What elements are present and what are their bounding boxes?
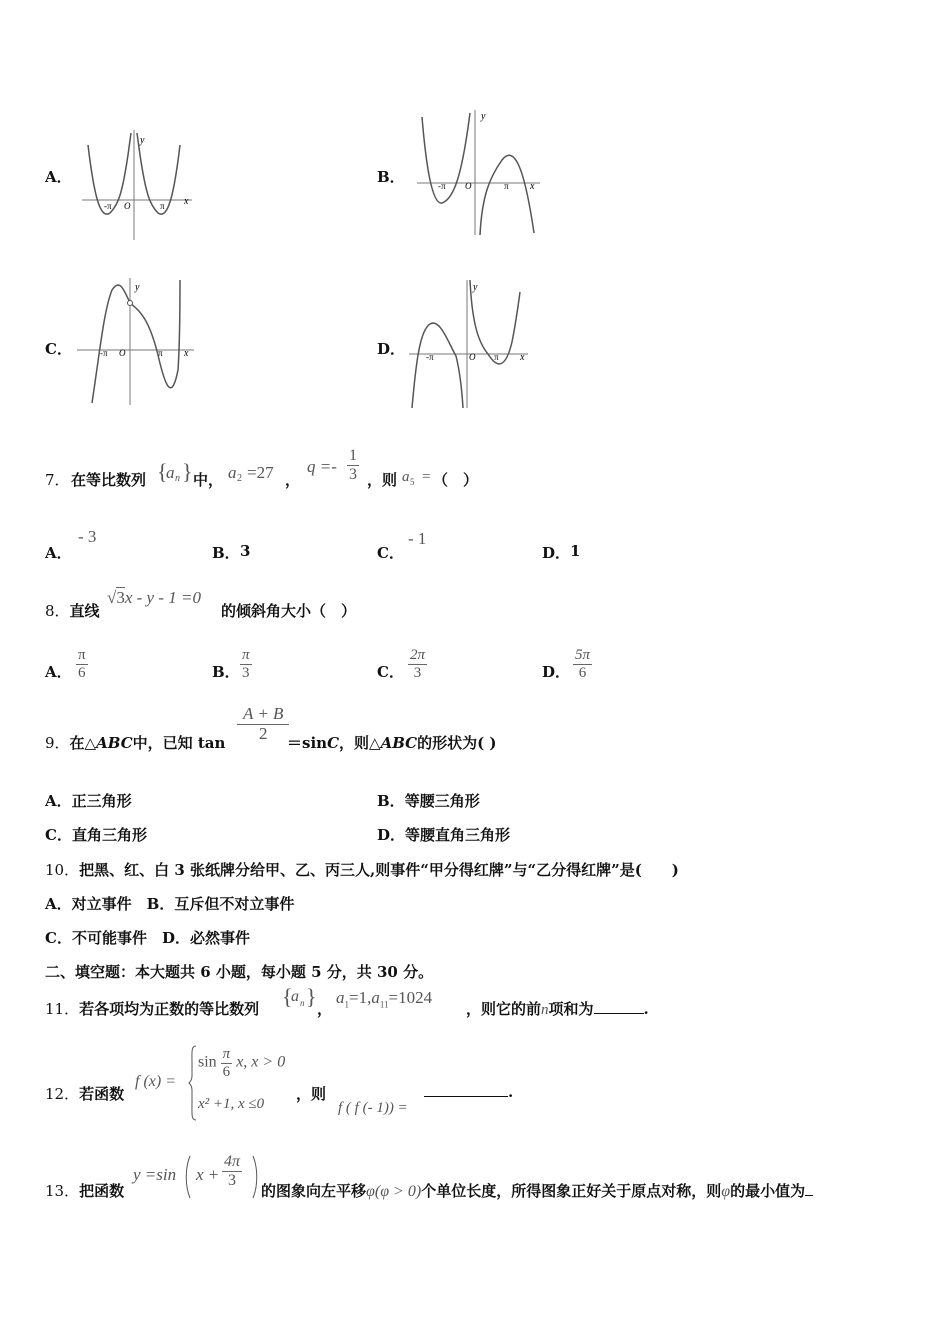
- q8-line-equation: √3x - y - 1 =0: [107, 588, 201, 607]
- y-label: y: [135, 282, 140, 293]
- question-9: 9．在△ABC中，已知 tan: [45, 734, 226, 752]
- section-2-heading: 二、填空题：本大题共 6 小题，每小题 5 分，共 30 分。: [45, 963, 434, 981]
- q8-text-1: 直线: [69, 602, 100, 620]
- question-12: 12．若函数: [45, 1085, 125, 1103]
- q12-function-lhs: f (x) =: [135, 1073, 176, 1090]
- y-label: y: [473, 282, 478, 293]
- q12-case-1: sin $\frac{\pi}{6}$ x, x > 0: [198, 1046, 286, 1080]
- question-8: [45, 600, 100, 621]
- y-label: y: [481, 111, 486, 122]
- q6-graph-c: [72, 270, 202, 410]
- q6-option-d-label: D．: [377, 340, 406, 358]
- q7-text-2: 中，: [193, 471, 224, 489]
- x-label: x: [184, 196, 189, 207]
- q10-options-line-2: C．不可能事件 D．必然事件: [45, 929, 250, 947]
- q6-option-b-label: B．: [377, 168, 405, 186]
- q7-ask: a: [402, 469, 410, 485]
- q9-option-d: D．等腰直角三角形: [377, 826, 511, 844]
- q13-right-paren: [251, 1154, 259, 1200]
- q10-number: 10．: [45, 861, 80, 879]
- q7-cond1: a: [228, 463, 237, 482]
- neg-pi-label: -π: [104, 201, 112, 211]
- q9-fraction: $\frac{A + B}{2}$: [237, 705, 289, 743]
- q11-conditions: $a_1=1,a_{11}=1024$: [336, 988, 433, 1010]
- q7-option-c-value: - 1: [408, 529, 427, 548]
- q7-option-c-label: C．: [377, 544, 404, 562]
- q7-text-1: 在等比数列: [71, 471, 147, 489]
- q8-number: 8．: [45, 602, 70, 620]
- q13-number: 13．: [45, 1182, 80, 1200]
- curve-left: [422, 113, 470, 203]
- q12-answer: .: [424, 1083, 513, 1101]
- q10-options-line-1: A．对立事件 B．互斥但不对立事件: [45, 895, 295, 913]
- q7-option-d-label: D．: [542, 544, 571, 562]
- question-11: 11．若各项均为正数的等比数列: [45, 1000, 260, 1018]
- q7-seq: a: [166, 463, 175, 482]
- q12-answer-blank: [424, 1084, 508, 1097]
- x-label: x: [184, 348, 189, 359]
- neg-pi-label: -π: [100, 348, 108, 358]
- pi-label: π: [494, 352, 499, 362]
- q12-ask: f ( f (- 1)) =: [338, 1100, 408, 1116]
- q11-seq: a: [291, 988, 299, 1005]
- q13-left-paren: [184, 1154, 192, 1200]
- origin-label: O: [124, 201, 131, 211]
- q7-option-a-value: - 3: [78, 527, 97, 546]
- pi-label: π: [160, 201, 165, 211]
- q7-option-b-label: B．: [212, 544, 240, 562]
- question-10: [45, 859, 679, 880]
- curve-left: [412, 323, 463, 408]
- q9-number: 9．: [45, 734, 70, 752]
- origin-label: O: [465, 181, 472, 191]
- q8-option-d-fraction: $\frac{5\pi}{6}$: [575, 647, 591, 681]
- neg-pi-label: -π: [426, 352, 434, 362]
- q11-answer-blank: [594, 1001, 644, 1014]
- curve-right: [480, 155, 534, 235]
- q13-function: y =sin: [133, 1165, 177, 1184]
- q8-option-a-label: A．: [45, 663, 72, 681]
- q6-option-c-label: C．: [45, 340, 72, 358]
- q13-fraction: $\frac{4\pi}{3}$: [224, 1153, 241, 1189]
- neg-pi-label: -π: [438, 181, 446, 191]
- q12-brace: [188, 1044, 198, 1122]
- q11-number: 11．: [45, 1000, 80, 1018]
- q9-option-a: A．正三角形: [45, 792, 132, 810]
- q10-text: 把黑、红、白 3 张纸牌分给甲、乙、丙三人,则事件“甲分得红牌”与“乙分得红牌”是( ): [79, 861, 679, 879]
- q8-option-c-fraction: $\frac{2\pi}{3}$: [410, 647, 426, 681]
- q8-text-2: 的倾斜角大小（ ）: [221, 602, 357, 620]
- q7-option-a-label: A．: [45, 544, 72, 562]
- q12-case-2: x² +1, x ≤0: [198, 1096, 265, 1112]
- q11-text-2: ，则它的前n项和为 .: [466, 1000, 649, 1018]
- y-label: y: [140, 135, 145, 146]
- q6-graph-b: [412, 105, 547, 240]
- pi-label: π: [504, 181, 509, 191]
- x-label: x: [530, 181, 535, 192]
- q8-option-c-label: C．: [377, 663, 404, 681]
- q7-seq-sub: n: [175, 473, 180, 484]
- q7-ratio-fraction: $\frac{1}{3}$: [349, 447, 357, 483]
- q13-answer-blank: [805, 1183, 813, 1196]
- hole-point: [128, 301, 133, 306]
- q7-option-b-value: 3: [240, 542, 251, 560]
- q7-option-d-value: 1: [570, 542, 581, 560]
- q6-graph-d: [404, 272, 534, 412]
- q8-option-b-label: B．: [212, 663, 240, 681]
- q6-graph-a: [72, 125, 202, 245]
- q7-ratio: q =-: [307, 457, 337, 476]
- q13-text: 的图象向左平移φ(φ > 0)个单位长度，所得图象正好关于原点对称，则φ的最小值为: [261, 1180, 813, 1201]
- q8-option-b-fraction: $\frac{\pi}{3}$: [242, 647, 250, 681]
- q8-option-d-label: D．: [542, 663, 571, 681]
- q12-number: 12．: [45, 1085, 80, 1103]
- x-label: x: [520, 352, 525, 363]
- q7-number: 7．: [45, 471, 70, 489]
- origin-label: O: [469, 352, 476, 362]
- q9-option-c: C．直角三角形: [45, 826, 147, 844]
- origin-label: O: [119, 348, 126, 358]
- q9-text-rest: ＝sinC，则△ABC的形状为( ): [287, 734, 497, 752]
- pi-label: π: [158, 348, 163, 358]
- q9-option-b: B．等腰三角形: [377, 792, 480, 810]
- q6-option-a-label: A．: [45, 168, 72, 186]
- curve: [92, 280, 180, 403]
- question-13: 13．把函数: [45, 1182, 125, 1200]
- q8-option-a-fraction: $\frac{\pi}{6}$: [78, 647, 86, 681]
